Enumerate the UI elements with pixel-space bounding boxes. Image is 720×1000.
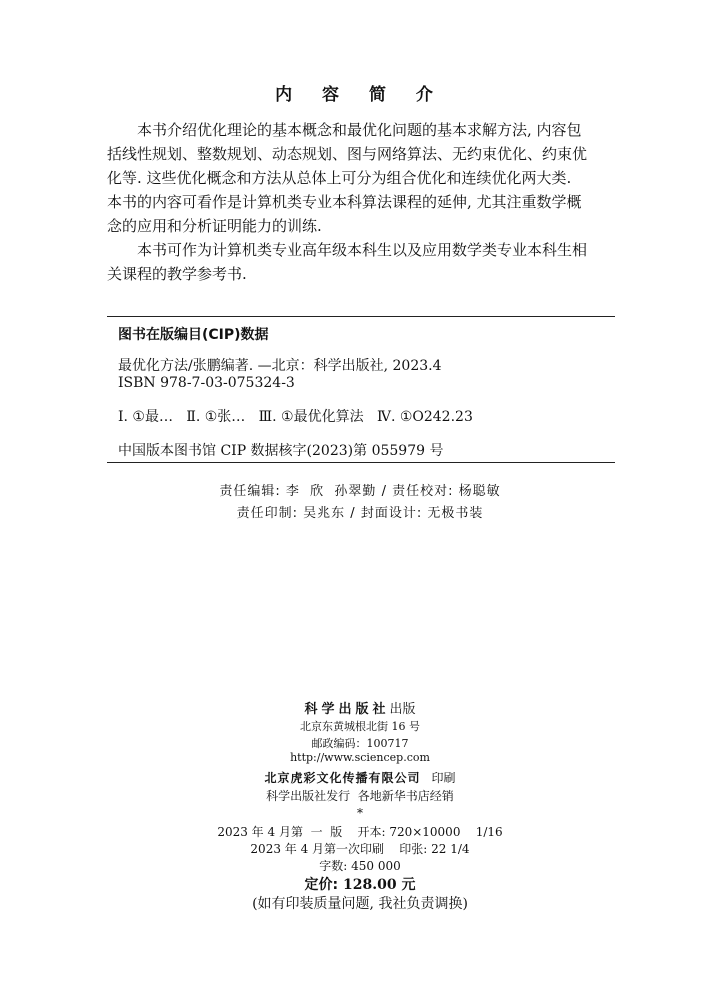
- price-value: 128.00: [343, 877, 397, 893]
- staff-line-1: 责任编辑: 李 欣 孙翠勤 / 责任校对: 杨聪敏: [219, 484, 501, 499]
- quality-note: (如有印装质量问题, 我社负责调换): [252, 896, 468, 912]
- cip-top-rule: [107, 316, 615, 317]
- printer-name: 北京虎彩文化传播有限公司: [264, 771, 421, 785]
- publisher-line: [0, 698, 720, 717]
- summary-p2-line: 关课程的教学参考书.: [107, 265, 247, 283]
- colophon-separator: *: [357, 806, 363, 820]
- summary-p1-line: 本书介绍优化理论的基本概念和最优化问题的基本求解方法, 内容包: [137, 121, 582, 139]
- price-unit: 元: [401, 877, 416, 893]
- printer-line: [0, 767, 720, 786]
- cip-bottom-rule: [107, 462, 615, 463]
- summary-paragraph-2: [107, 238, 587, 286]
- cip-title-line: 最优化方法/张鹏编著. —北京：科学出版社, 2023.4: [118, 358, 442, 374]
- publisher-name: 科学出版社: [304, 702, 390, 717]
- summary-p1-line: 本书的内容可看作是计算机类专业本科算法课程的延伸, 尤其注重数学概: [107, 193, 582, 211]
- summary-paragraph-1: [107, 118, 587, 238]
- price-label: 定价:: [304, 877, 339, 893]
- edition-line: 2023 年 4 月第 一 版 开本: 720×10000 1/16: [217, 825, 503, 839]
- distribution-line: 科学出版社发行 各地新华书店经销: [266, 789, 454, 803]
- summary-p1-line: 念的应用和分析证明能力的训练.: [107, 217, 322, 235]
- word-count: 字数: 450 000: [319, 859, 401, 873]
- publisher-address: 北京东黄城根北街 16 号: [300, 720, 420, 733]
- staff-line-2: 责任印制: 吴兆东 / 封面设计: 无极书装: [236, 506, 484, 521]
- publisher-suffix: 出版: [389, 702, 416, 717]
- printing-line: 2023 年 4 月第一次印刷 印张: 22 1/4: [250, 842, 470, 856]
- cip-heading: 图书在版编目(CIP)数据: [118, 327, 269, 343]
- cip-classification: Ⅰ. ①最… Ⅱ. ①张… Ⅲ. ①最优化算法 Ⅳ. ①O242.23: [118, 409, 473, 425]
- summary-p1-line: 括线性规划、整数规划、动态规划、图与网络算法、无约束优化、约束优: [107, 145, 588, 163]
- publisher-website: http://www.sciencep.com: [290, 751, 430, 764]
- cip-isbn: ISBN 978-7-03-075324-3: [118, 375, 295, 391]
- summary-p1-line: 化等. 这些优化概念和方法从总体上可分为组合优化和连续优化两大类.: [107, 169, 572, 187]
- summary-heading: 内 容 简 介: [275, 85, 445, 105]
- summary-p2-line: 本书可作为计算机类专业高年级本科生以及应用数学类专业本科生相: [137, 241, 588, 259]
- publisher-postcode: 邮政编码：100717: [311, 737, 409, 750]
- price-line: [0, 874, 720, 894]
- printer-suffix: 印刷: [431, 771, 456, 785]
- cip-catalog-number: 中国版本图书馆 CIP 数据核字(2023)第 055979 号: [118, 443, 444, 459]
